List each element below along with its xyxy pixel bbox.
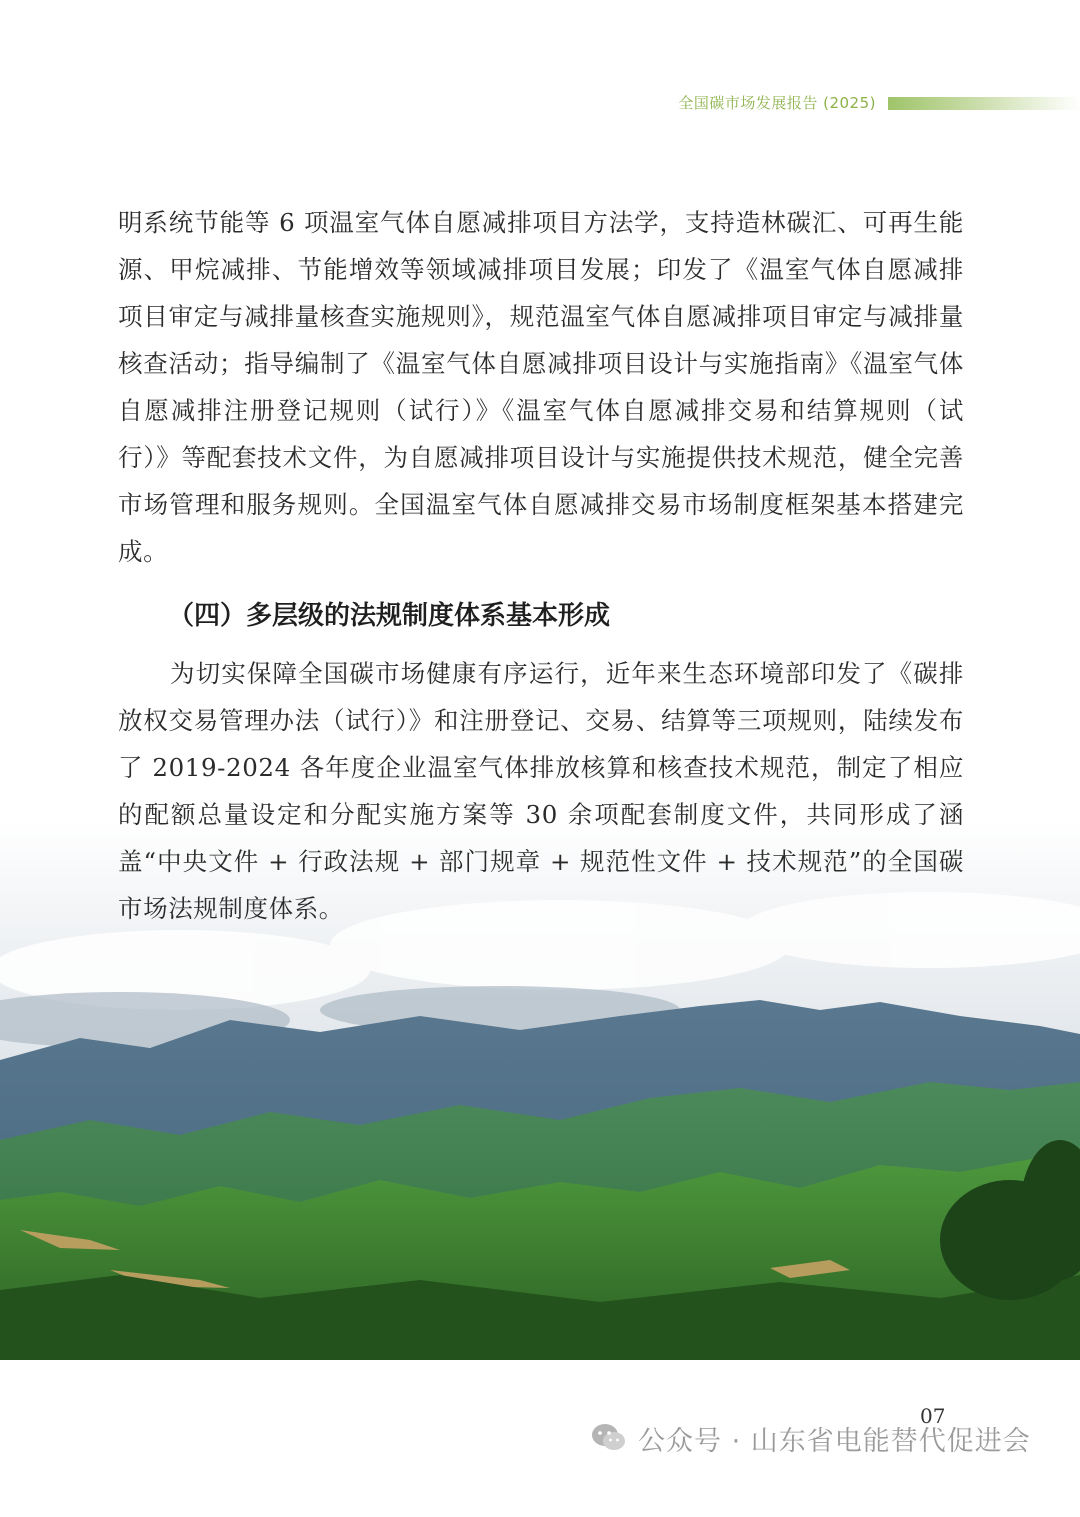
wechat-icon: [590, 1422, 628, 1454]
paragraph-section-four: 为切实保障全国碳市场健康有序运行，近年来生态环境部印发了《碳排放权交易管理办法（试行）》和注册登记、交易、结算等三项规则，陆续发布了 2019-2024 各年度企业温室气体排放核算和核查技术规范，制定了相应的配额总量设定和分配实施方案等 30 余项配套制度文件，共同形成了涵盖“中央文件 + 行政法规 + 部门规章 + 规范性文件 + 技术规范”的全国碳市场法规制度体系。: [118, 659, 964, 923]
report-title: 全国碳市场发展报告 (2025): [678, 94, 876, 112]
running-header: [0, 92, 1080, 116]
wechat-watermark: [590, 1418, 1031, 1458]
paragraph-continued: 明系统节能等 6 项温室气体自愿减排项目方法学，支持造林碳汇、可再生能源、甲烷减排、节能增效等领域减排项目发展；印发了《温室气体自愿减排项目审定与减排量核查实施规则》，规范温室气体自愿减排项目审定与减排量核查活动；指导编制了《温室气体自愿减排项目设计与实施指南》《温室气体自愿减排注册登记规则（试行）》《温室气体自愿减排交易和结算规则（试行）》等配套技术文件，为自愿减排项目设计与实施提供技术规范，健全完善市场管理和服务规则。全国温室气体自愿减排交易市场制度框架基本搭建完成。: [118, 208, 964, 566]
page-number: 07: [920, 1404, 946, 1428]
header-accent-bar: [888, 97, 1080, 110]
watermark-text: 公众号 · 山东省电能替代促进会: [638, 1425, 1031, 1457]
main-text: [118, 199, 964, 932]
section-heading: （四）多层级的法规制度体系基本形成: [168, 601, 611, 631]
